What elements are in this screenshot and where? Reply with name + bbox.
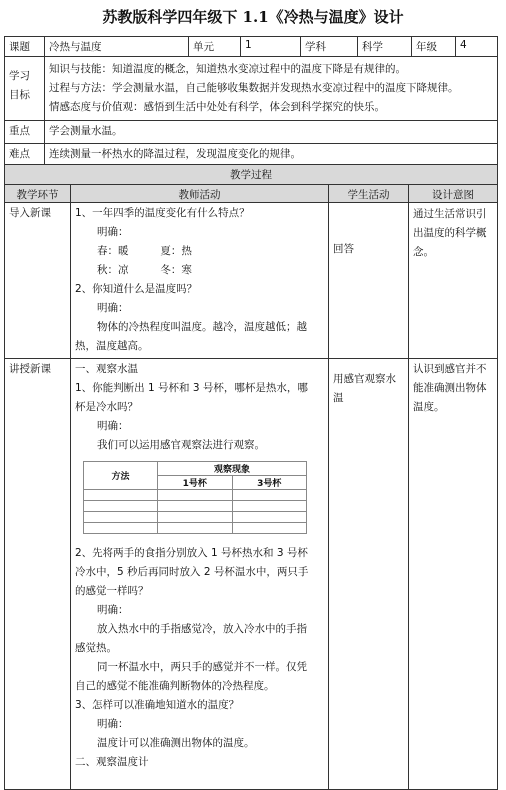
subject-value: 科学 bbox=[358, 37, 412, 56]
observation-table-row bbox=[84, 523, 307, 534]
intro-intent-line-1: 通过生活常识引 bbox=[413, 208, 487, 220]
finger-question-a: 2、先将两手的食指分别放入 1 号杯热水和 3 号杯 bbox=[75, 547, 308, 559]
grade-value: 4 bbox=[460, 39, 467, 51]
subject-label: 学科 bbox=[301, 37, 358, 56]
objectives-label: 学习目标 bbox=[5, 57, 45, 120]
teaching-student-line-1: 用感官观察水 bbox=[333, 373, 396, 385]
teaching-intent-line-2: 能准确测出物体 bbox=[413, 382, 487, 394]
temperature-definition-b: 热，温度越高。 bbox=[75, 340, 149, 352]
finger-answer-b: 感觉热。 bbox=[75, 642, 117, 654]
teaching-design-intent bbox=[409, 359, 497, 789]
observe-header: 观察现象 bbox=[158, 462, 307, 476]
difficulty-row bbox=[5, 144, 497, 165]
unit-label: 单元 bbox=[189, 37, 241, 56]
season-spring: 春：暖 bbox=[97, 245, 129, 257]
finger-question-b: 冷水中，5 秒后再同时放入 2 号杯温水中，两只手 bbox=[75, 566, 309, 578]
intro-clarify-2: 明确： bbox=[97, 302, 129, 314]
intro-question-2: 2、你知道什么是温度吗？ bbox=[75, 283, 198, 295]
finger-answer-d: 自己的感觉不能准确判断物体的冷热程度。 bbox=[75, 680, 275, 692]
meta-row bbox=[5, 37, 497, 57]
intro-question-1: 1、一年四季的温度变化有什么特点？ bbox=[75, 207, 250, 219]
cup-question-b: 杯是冷水吗？ bbox=[75, 401, 138, 413]
teaching-teacher-activity bbox=[71, 359, 329, 789]
intro-clarify-1: 明确： bbox=[97, 226, 129, 238]
cup-clarify: 明确： bbox=[97, 420, 129, 432]
finger-experiment bbox=[75, 544, 324, 772]
difficulty-value: 连续测量一杯热水的降温过程，发现温度变化的规律。 bbox=[49, 148, 301, 160]
column-student: 学生活动 bbox=[329, 185, 409, 202]
observe-water-heading: 一、观察水温 bbox=[75, 363, 138, 375]
observation-table-row bbox=[84, 512, 307, 523]
season-winter: 冬：寒 bbox=[160, 264, 192, 276]
method-header: 方法 bbox=[84, 462, 158, 490]
topic-label: 课题 bbox=[5, 37, 45, 56]
season-row-2 bbox=[75, 261, 324, 280]
document-title: 苏教版科学四年级下 1.1《冷热与温度》设计 bbox=[102, 8, 404, 26]
intro-design-intent bbox=[409, 203, 497, 358]
cup-question-a: 1、你能判断出 1 号杯和 3 号杯，哪杯是热水，哪 bbox=[75, 382, 308, 394]
column-teacher: 教师活动 bbox=[71, 185, 329, 202]
process-header: 教学过程 bbox=[5, 165, 497, 184]
objectives-content bbox=[45, 57, 497, 120]
column-header-row bbox=[5, 185, 497, 203]
season-row-1 bbox=[75, 242, 324, 261]
topic-value: 冷热与温度 bbox=[45, 37, 189, 56]
finger-clarify: 明确： bbox=[97, 604, 129, 616]
observation-table-header bbox=[84, 462, 307, 476]
objective-attitude: 情感态度与价值观：感悟到生活中处处有科学，体会到科学探究的快乐。 bbox=[49, 101, 385, 113]
key-point-label: 重点 bbox=[5, 121, 45, 143]
objectives-row bbox=[5, 57, 497, 121]
finger-question-c: 的感觉一样吗？ bbox=[75, 585, 149, 597]
teaching-intent-line-3: 温度。 bbox=[413, 401, 445, 413]
observe-thermometer-heading: 二、观察温度计 bbox=[75, 756, 149, 768]
finger-answer-a: 放入热水中的手指感觉冷，放入冷水中的手指 bbox=[97, 623, 307, 635]
finger-answer-c: 同一杯温水中，两只手的感觉并不一样。仅凭 bbox=[97, 661, 307, 673]
observation-table-row bbox=[84, 501, 307, 512]
column-intent: 设计意图 bbox=[409, 185, 497, 202]
objective-process: 过程与方法：学会测量水温，自己能够收集数据并发现热水变凉过程中的温度下降规律。 bbox=[49, 82, 459, 94]
unit-value: 1 bbox=[241, 37, 301, 56]
grade-label: 年级 bbox=[412, 37, 456, 56]
objective-knowledge: 知识与技能：知道温度的概念，知道热水变凉过程中的温度下降是有规律的。 bbox=[49, 63, 406, 75]
temperature-definition-a: 物体的冷热程度叫温度。越冷，温度越低；越 bbox=[97, 321, 307, 333]
intro-teacher-activity bbox=[71, 203, 329, 358]
intro-intent-line-2: 出温度的科学概 bbox=[413, 227, 487, 239]
thermometer-answer: 温度计可以准确测出物体的温度。 bbox=[97, 737, 255, 749]
observation-table-row bbox=[84, 490, 307, 501]
accuracy-question: 3、怎样可以准确地知道水的温度？ bbox=[75, 699, 240, 711]
intro-section-row bbox=[5, 203, 497, 359]
cup3-header: 3号杯 bbox=[232, 476, 307, 490]
accuracy-clarify: 明确： bbox=[97, 718, 129, 730]
lesson-plan-table bbox=[4, 36, 498, 790]
teaching-stage: 讲授新课 bbox=[5, 359, 71, 789]
key-point-value: 学会测量水温。 bbox=[49, 125, 123, 137]
intro-stage: 导入新课 bbox=[5, 203, 71, 358]
teaching-intent-line-1: 认识到感官并不 bbox=[413, 363, 487, 375]
teaching-student-line-2: 温 bbox=[333, 392, 344, 404]
cup1-header: 1号杯 bbox=[158, 476, 233, 490]
intro-student-activity: 回答 bbox=[329, 203, 409, 358]
process-header-row bbox=[5, 165, 497, 185]
difficulty-label: 难点 bbox=[5, 144, 45, 164]
teaching-student-activity bbox=[329, 359, 409, 789]
key-point-row bbox=[5, 121, 497, 144]
intro-intent-line-3: 念。 bbox=[413, 246, 434, 258]
column-stage: 教学环节 bbox=[5, 185, 71, 202]
season-autumn: 秋：凉 bbox=[97, 264, 129, 276]
observation-table bbox=[83, 461, 307, 534]
season-summer: 夏：热 bbox=[160, 245, 192, 257]
teaching-section-row bbox=[5, 359, 497, 789]
sensory-method: 我们可以运用感官观察法进行观察。 bbox=[97, 439, 265, 451]
